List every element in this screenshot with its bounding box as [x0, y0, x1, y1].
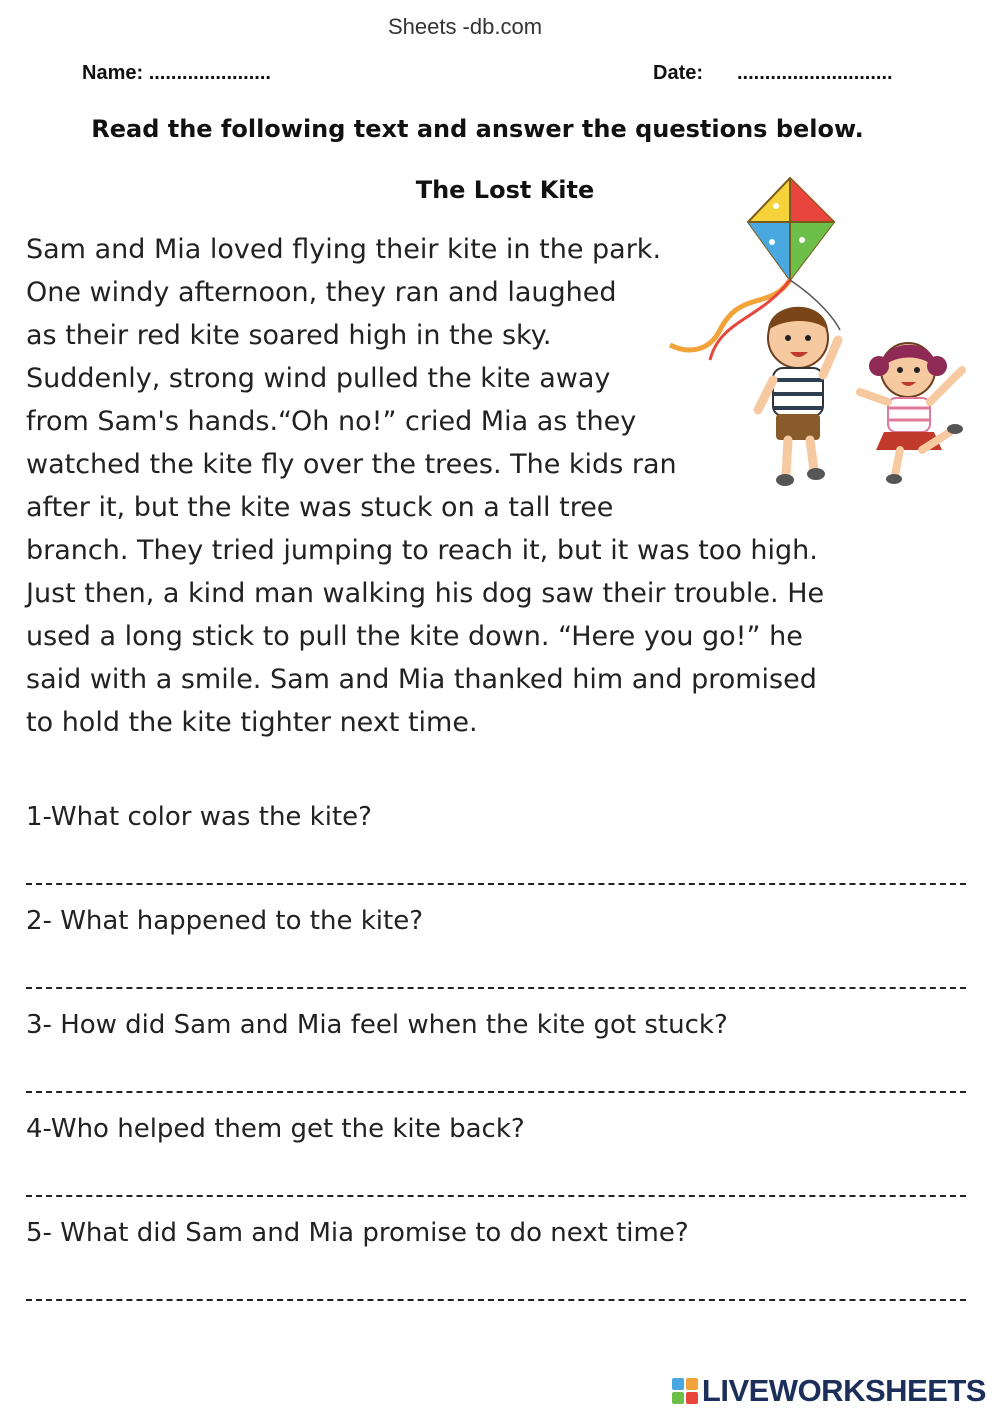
answer-line-3[interactable] [26, 1091, 966, 1093]
boy-figure [758, 307, 838, 486]
site-name: Sheets -db.com [387, 14, 543, 39]
story-line: branch. They tried jumping to reach it, but it was too high. [26, 535, 818, 566]
story-line: Just then, a kind man walking his dog saw their trouble. He [26, 578, 825, 609]
kite-and-children-illustration-icon [650, 170, 990, 500]
date-field-label: Date: [653, 62, 704, 84]
story-line: used a long stick to pull the kite down. “Here you go!” he [26, 621, 803, 652]
story-title: The Lost Kite [415, 176, 595, 204]
story-line: watched the kite fly over the trees. The kids ran [26, 449, 677, 480]
question-1: 1-What color was the kite? [26, 802, 372, 832]
liveworksheets-logo [672, 1373, 986, 1409]
kite-icon [748, 178, 834, 280]
story-line: as their red kite soared high in the sky. [26, 320, 552, 351]
answer-line-5[interactable] [26, 1299, 966, 1301]
question-3: 3- How did Sam and Mia feel when the kite got stuck? [26, 1010, 728, 1040]
liveworksheets-logo-icon [672, 1378, 698, 1404]
story-line: to hold the kite tighter next time. [26, 707, 478, 738]
story-line: Sam and Mia loved flying their kite in the park. [26, 234, 662, 265]
story-line: said with a smile. Sam and Mia thanked him and promised [26, 664, 817, 695]
name-field-label: Name: ...................... [82, 62, 271, 84]
date-field-dots: ............................ [737, 62, 893, 84]
answer-line-2[interactable] [26, 987, 966, 989]
story-line: One windy afternoon, they ran and laughed [26, 277, 617, 308]
question-4: 4-Who helped them get the kite back? [26, 1114, 525, 1144]
answer-line-1[interactable] [26, 883, 966, 885]
story-line: Suddenly, strong wind pulled the kite away [26, 363, 611, 394]
question-5: 5- What did Sam and Mia promise to do next time? [26, 1218, 689, 1248]
answer-line-4[interactable] [26, 1195, 966, 1197]
girl-figure [860, 343, 963, 484]
story-line: from Sam's hands.“Oh no!” cried Mia as they [26, 406, 637, 437]
instruction-text: Read the following text and answer the questions below. [91, 115, 864, 143]
story-line: after it, but the kite was stuck on a tall tree [26, 492, 614, 523]
liveworksheets-brand-text: LIVEWORKSHEETS [701, 1373, 986, 1408]
question-2: 2- What happened to the kite? [26, 906, 423, 936]
